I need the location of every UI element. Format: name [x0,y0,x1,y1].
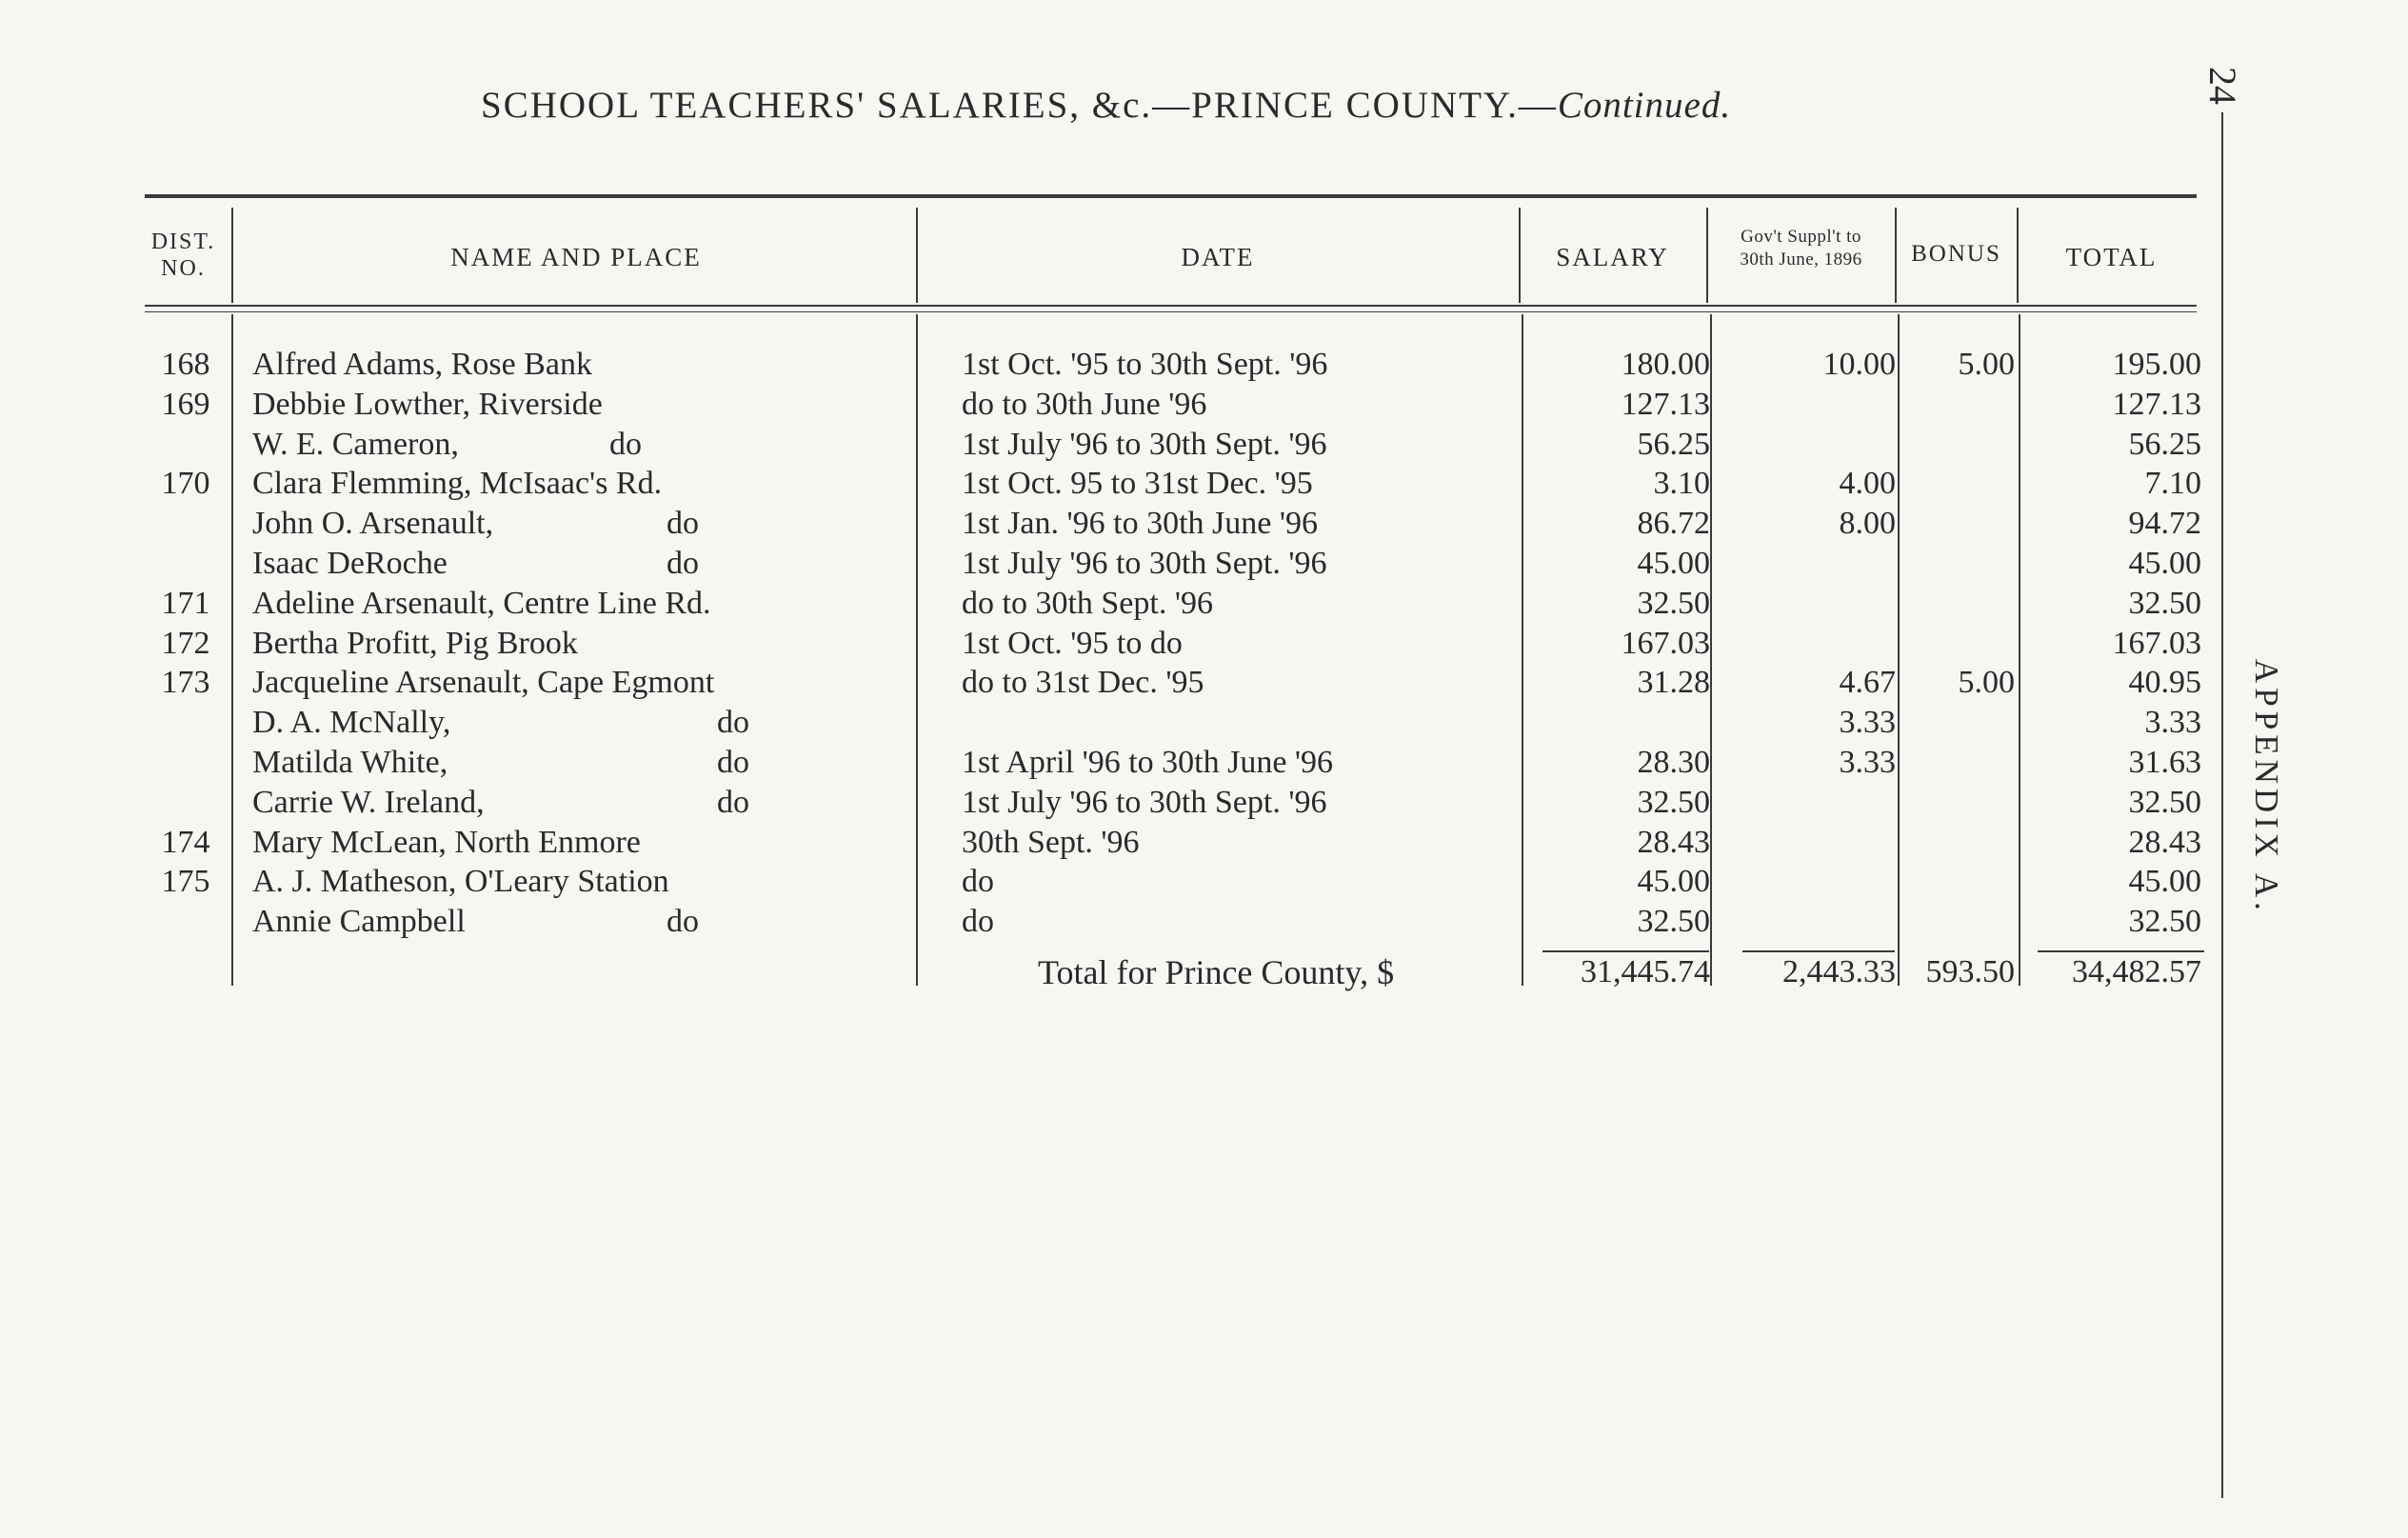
total-cell: 94.72 [2128,506,2201,542]
date-cell: 1st July '96 to 30th Sept. '96 [962,546,1327,581]
name-cell: Alfred Adams, Rose Bank [252,347,592,382]
header-date: DATE [1181,243,1255,271]
date-cell: 1st Oct. '95 to 30th Sept. '96 [962,347,1328,382]
divider-dist [231,208,233,303]
total-salary: 31,445.74 [1581,954,1710,989]
name-cell: D. A. McNally, [252,705,451,741]
header-bottom-rule-2 [145,311,2197,312]
table-row [0,427,2408,467]
date-cell: do to 30th June '96 [962,386,1207,422]
total-label: Total for Prince County, $ [1038,953,1395,991]
name-cell: Bertha Profitt, Pig Brook [252,625,578,661]
header-name: NAME AND PLACE [450,243,702,271]
table-row [0,745,2408,785]
bonus-cell: 5.00 [1958,347,2015,382]
salary-cell: 32.50 [1637,904,1710,940]
total-cell: 7.10 [2144,466,2201,502]
salary-cell: 32.50 [1637,585,1710,621]
title-continued: Continued. [1557,85,1732,126]
name-cell: Jacqueline Arsenault, Cape Egmont [252,665,715,701]
table-row [0,904,2408,944]
table-row [0,626,2408,666]
subtotal-rule-govt [1742,950,1895,952]
total-cell: 3.33 [2144,705,2201,741]
table-row [0,466,2408,506]
name-cell: W. E. Cameron, [252,426,459,462]
salary-cell: 45.00 [1637,546,1710,581]
govt-cell: 4.67 [1839,665,1896,701]
salary-cell: 167.03 [1621,625,1710,661]
place-cell: do [667,506,699,542]
total-cell: 195.00 [2112,347,2201,382]
name-cell: Debbie Lowther, Riverside [252,386,603,422]
table-row [0,586,2408,626]
table-top-rule [145,194,2197,198]
bonus-cell: 5.00 [1958,665,2015,701]
header-total: TOTAL [2065,243,2158,271]
divider-name [916,208,918,303]
table-row [0,387,2408,427]
dist-cell: 171 [161,585,210,621]
salary-cell: 45.00 [1637,864,1710,900]
total-cell: 45.00 [2128,546,2201,581]
page-title [481,84,1909,127]
total-cell: 40.95 [2128,665,2201,701]
total-cell: 28.43 [2128,824,2201,860]
total-bonus: 593.50 [1925,954,2015,989]
table-row [0,506,2408,546]
salary-cell: 86.72 [1637,506,1710,542]
dist-cell: 172 [161,625,210,661]
dist-cell: 174 [161,824,210,860]
header-dist: DIST. NO. [150,230,216,281]
govt-cell: 8.00 [1839,506,1896,542]
salary-cell: 32.50 [1637,784,1710,820]
place-cell: do [717,705,749,741]
appendix-label: APPENDIX A. [2248,659,2285,915]
salary-cell: 56.25 [1637,426,1710,462]
salary-cell: 31.28 [1637,665,1710,701]
name-cell: Isaac DeRoche [252,546,448,581]
total-cell: 32.50 [2128,904,2201,940]
place-cell: do [667,904,699,940]
salary-cell: 28.43 [1637,824,1710,860]
total-total: 34,482.57 [2072,954,2201,989]
table-row [0,785,2408,825]
header-bonus: BONUS [1911,241,2001,267]
govt-cell: 10.00 [1822,347,1896,382]
govt-cell: 4.00 [1839,466,1896,502]
name-cell: Mary McLean, North Enmore [252,824,641,860]
subtotal-rule-salary [1542,950,1709,952]
date-cell: do to 30th Sept. '96 [962,585,1213,621]
table-row [0,665,2408,705]
name-cell: Clara Flemming, McIsaac's Rd. [252,466,663,502]
dist-cell: 170 [161,466,210,502]
salary-cell: 127.13 [1621,386,1710,422]
name-cell: John O. Arsenault, [252,506,494,542]
total-cell: 32.50 [2128,784,2201,820]
salary-cell: 28.30 [1637,745,1710,780]
date-cell: do [962,864,994,900]
name-cell: Annie Campbell [252,904,466,940]
table-row [0,546,2408,586]
date-cell: do [962,904,994,940]
dist-cell: 173 [161,665,210,701]
date-cell: 1st July '96 to 30th Sept. '96 [962,784,1327,820]
total-cell: 167.03 [2112,625,2201,661]
header-govt: Gov't Suppl't to 30th June, 1896 [1740,227,1862,270]
date-cell: 1st Oct. '95 to do [962,625,1183,661]
name-cell: Carrie W. Ireland, [252,784,485,820]
page-number: 24 [2201,67,2244,105]
total-cell: 56.25 [2128,426,2201,462]
total-govt: 2,443.33 [1782,954,1896,989]
table-row [0,347,2408,387]
place-cell: do [609,426,642,462]
salary-cell: 180.00 [1621,347,1710,382]
place-cell: do [667,546,699,581]
place-cell: do [717,784,749,820]
date-cell: 1st July '96 to 30th Sept. '96 [962,426,1327,462]
total-cell: 31.63 [2128,745,2201,780]
total-cell: 32.50 [2128,585,2201,621]
header-salary: SALARY [1556,243,1669,271]
subtotal-rule-total [2038,950,2204,952]
date-cell: 30th Sept. '96 [962,824,1140,860]
salary-cell: 3.10 [1653,466,1710,502]
total-cell: 127.13 [2112,386,2201,422]
name-cell: A. J. Matheson, O'Leary Station [252,864,669,900]
dist-cell: 168 [161,347,210,382]
date-cell: 1st April '96 to 30th June '96 [962,745,1334,780]
date-cell: 1st Jan. '96 to 30th June '96 [962,506,1318,542]
govt-cell: 3.33 [1839,705,1896,741]
dist-cell: 175 [161,864,210,900]
table-row [0,864,2408,904]
date-cell: 1st Oct. 95 to 31st Dec. '95 [962,466,1313,502]
govt-cell: 3.33 [1839,745,1896,780]
total-cell: 45.00 [2128,864,2201,900]
date-cell: do to 31st Dec. '95 [962,665,1204,701]
header-bottom-rule [145,305,2197,307]
table-row [0,825,2408,865]
place-cell: do [717,745,749,780]
dist-cell: 169 [161,386,210,422]
table-row [0,705,2408,745]
name-cell: Matilda White, [252,745,448,780]
name-cell: Adeline Arsenault, Centre Line Rd. [252,585,711,621]
title-text: SCHOOL TEACHERS' SALARIES, &c.—PRINCE COUNTY.— [481,85,1558,126]
